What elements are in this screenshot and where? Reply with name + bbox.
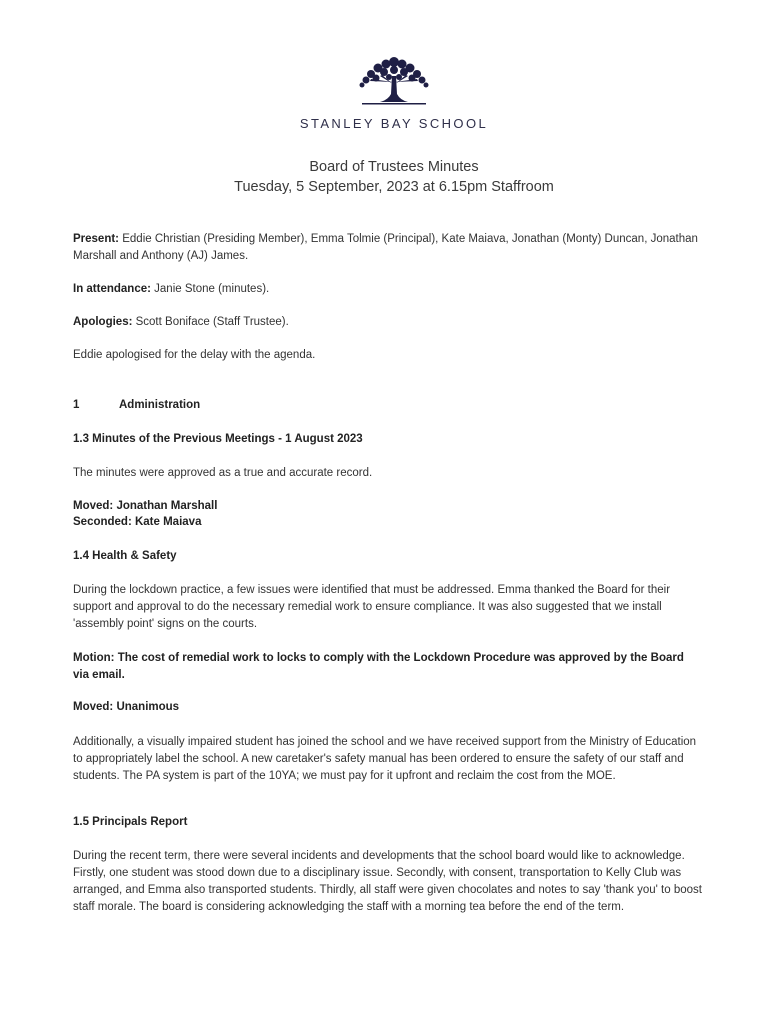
motion-moved: Moved: Unanimous	[73, 701, 180, 713]
section-title: Administration	[119, 399, 201, 411]
tree-logo-icon	[356, 54, 432, 110]
principals-report-heading: 1.5 Principals Report	[73, 816, 188, 828]
present-text: Eddie Christian (Presiding Member), Emma Tolmie (Principal), Kate Maiava, Jonathan (Monty) Duncan, Jonathan Marshall and Anthony (AJ) James.	[73, 233, 698, 262]
health-safety-heading: 1.4 Health & Safety	[73, 550, 177, 562]
agenda-note: Eddie apologised for the delay with the agenda.	[73, 349, 316, 361]
apologies-text: Scott Boniface (Staff Trustee).	[132, 316, 289, 328]
in-attendance-label: In attendance:	[73, 283, 151, 295]
school-name: STANLEY BAY SCHOOL	[299, 116, 489, 131]
apologies-paragraph	[73, 314, 703, 331]
motion-text: Motion: The cost of remedial work to locks to comply with the Lockdown Procedure was approved by the Board via email.	[73, 652, 684, 681]
health-safety-text-2: Additionally, a visually impaired student has joined the school and we have received support from the Ministry of Education to appropriately label the school. A new caretaker's safety manual has been ordered to ensure the safety of our staff and students. The PA system is part of the 10YA; we must pay for it upfront and reclaim the cost from the MOE.	[73, 736, 697, 782]
health-safety-text: During the lockdown practice, a few issues were identified that must be addressed. Emma thanked the Board for their support and approval to do the necessary remedial work to ensure compliance. It was also suggested that we install 'assembly point' signs on the courts.	[73, 584, 671, 630]
in-attendance-text: Janie Stone (minutes).	[150, 283, 270, 295]
in-attendance-paragraph	[73, 281, 703, 298]
section-number: 1	[73, 399, 80, 411]
minutes-text: The minutes were approved as a true and accurate record.	[73, 467, 373, 479]
present-paragraph	[73, 231, 703, 265]
moved-line: Moved: Jonathan Marshall	[73, 500, 218, 512]
apologies-label: Apologies:	[73, 316, 133, 328]
seconded-line: Seconded: Kate Maiava	[73, 516, 202, 528]
principals-report-text: During the recent term, there were several incidents and developments that the school board would like to acknowledge. Firstly, one student was stood down due to a disciplinary issue. Secondly, with consent, transportation to Kelly Club was arranged, and Emma also transported students. Thirdly, all staff were given chocolates and notes to say 'thank you' to boost staff morale. The board is considering acknowledging the staff with a morning tea before the end of the term.	[73, 850, 702, 913]
minutes-heading: 1.3 Minutes of the Previous Meetings - 1 August 2023	[73, 433, 363, 445]
present-label: Present:	[73, 233, 120, 245]
meeting-date: Tuesday, 5 September, 2023 at 6.15pm Staffroom	[234, 179, 554, 195]
document-title: Board of Trustees Minutes	[309, 159, 479, 175]
